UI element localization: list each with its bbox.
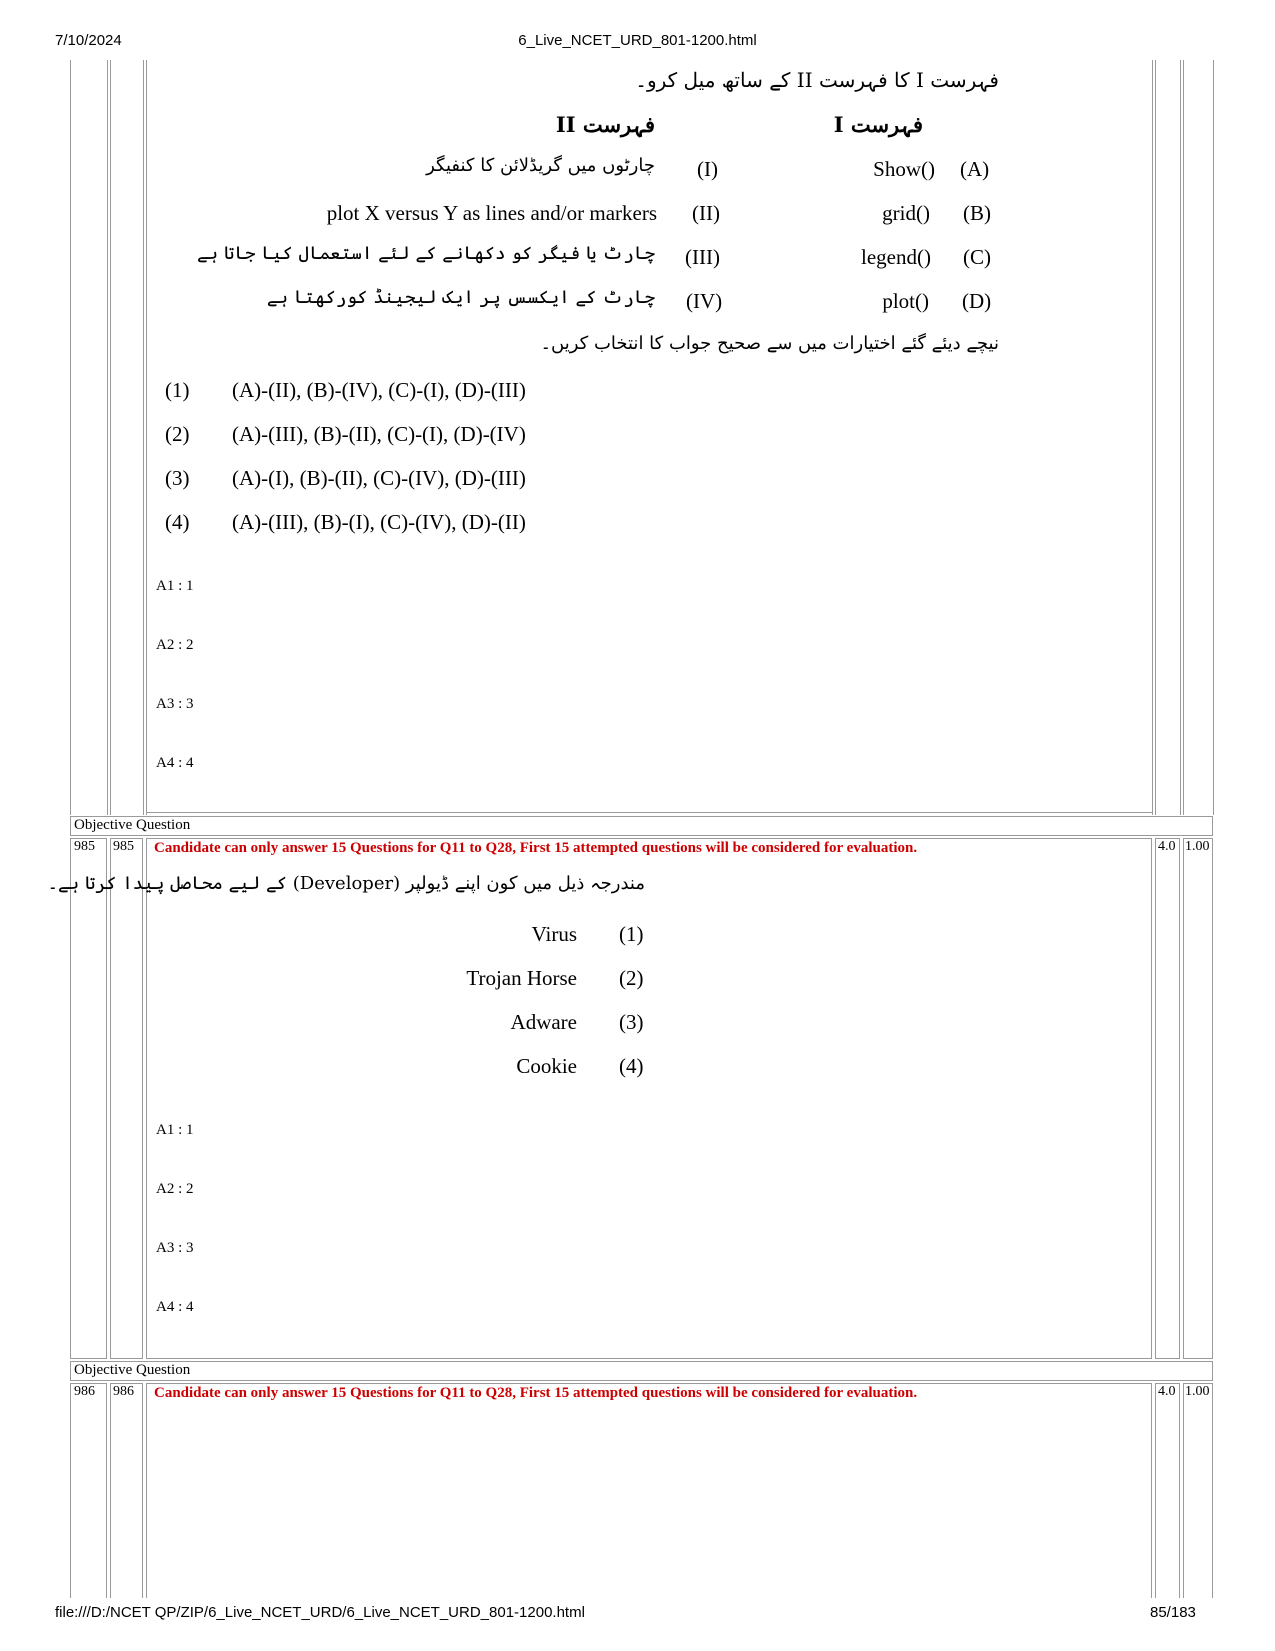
option-text: Trojan Horse: [466, 966, 577, 990]
evaluation-notice: Candidate can only answer 15 Questions for Q11 to Q28, First 15 attempted questions will be considered for evaluation.: [154, 1385, 918, 1401]
table-border: [1213, 60, 1214, 815]
list-1-text: legend(): [861, 245, 931, 269]
answer-option: A4 : 4: [156, 755, 194, 771]
negative-marks-value: 1.00: [1185, 839, 1210, 854]
table-border: [110, 60, 111, 815]
option-text: (A)-(I), (B)-(II), (C)-(IV), (D)-(III): [232, 466, 526, 490]
page-number: 85/183: [1150, 1604, 1196, 1621]
answer-option: A1 : 1: [156, 1122, 194, 1138]
table-border: [1183, 60, 1184, 815]
option-number: (3): [619, 1010, 644, 1034]
question-cell: [146, 1383, 1152, 1598]
answer-option: A4 : 4: [156, 1299, 194, 1315]
marks-cell: [1155, 1383, 1180, 1598]
table-border: [70, 60, 71, 815]
option-number: (2): [619, 966, 644, 990]
match-instruction: فہرست I کا فہرست II کے ساتھ میل کرو۔: [635, 68, 999, 92]
list-2-label: (IV): [686, 289, 723, 313]
list-2-heading: فہرست II: [555, 112, 655, 137]
negative-cell: [1183, 1383, 1213, 1598]
option-text: (A)-(III), (B)-(I), (C)-(IV), (D)-(II): [232, 510, 526, 534]
negative-cell: [1183, 838, 1213, 1359]
question-type-label: Objective Question: [74, 817, 191, 833]
table-border: [107, 60, 108, 815]
answer-option: A2 : 2: [156, 637, 194, 653]
list-2-text: چارٹوں میں گریڈلائن کا کنفیگر: [426, 155, 655, 176]
negative-marks-value: 1.00: [1185, 1384, 1210, 1399]
option-text: Virus: [531, 922, 577, 946]
option-number: (2): [165, 422, 190, 446]
question-serial: 985: [74, 839, 95, 854]
print-date: 7/10/2024: [55, 32, 122, 49]
list-1-label: (D): [962, 289, 992, 313]
table-border: [146, 60, 147, 815]
option-number: (1): [619, 922, 644, 946]
marks-cell: [1155, 838, 1180, 1359]
print-title: 6_Live_NCET_URD_801-1200.html: [518, 32, 757, 49]
marks-value: 4.0: [1158, 839, 1176, 854]
list-1-label: (A): [960, 157, 990, 181]
option-text: (A)-(II), (B)-(IV), (C)-(I), (D)-(III): [232, 378, 526, 402]
list-1-text: plot(): [882, 289, 929, 313]
list-2-text: چارٹ یا فیگر کو دکھانے کے لئے استعمال کیا جاتا ہے: [197, 243, 655, 264]
list-2-text: چارٹ کے ایکسس پر ایک لیجینڈ کورکھتا ہے: [266, 287, 655, 308]
table-border: [1180, 60, 1181, 815]
evaluation-notice: Candidate can only answer 15 Questions for Q11 to Q28, First 15 attempted questions will be considered for evaluation.: [154, 840, 918, 856]
qid-cell: [110, 838, 143, 1359]
question-id: 985: [113, 839, 134, 854]
serial-cell: [70, 838, 107, 1359]
option-number: (3): [165, 466, 190, 490]
qid-cell: [110, 1383, 143, 1598]
table-border: [143, 60, 144, 815]
option-text: Cookie: [516, 1054, 577, 1078]
question-type-cell: [70, 1361, 1213, 1381]
list-1-text: grid(): [882, 201, 930, 225]
list-2-label: (I): [697, 157, 718, 181]
list-2-label: (II): [692, 201, 720, 225]
answer-option: A3 : 3: [156, 1240, 194, 1256]
option-text: (A)-(III), (B)-(II), (C)-(I), (D)-(IV): [232, 422, 526, 446]
option-text: Adware: [510, 1010, 577, 1034]
question-cell: [146, 838, 1152, 1359]
list-1-text: Show(): [873, 157, 935, 181]
answer-option: A2 : 2: [156, 1181, 194, 1197]
option-number: (1): [165, 378, 190, 402]
option-number: (4): [165, 510, 190, 534]
question-type-label: Objective Question: [74, 1362, 191, 1378]
list-1-heading: فہرست I: [833, 112, 923, 137]
list-2-text: plot X versus Y as lines and/or markers: [326, 201, 657, 225]
table-border: [1152, 60, 1153, 815]
file-path: file:///D:/NCET QP/ZIP/6_Live_NCET_URD/6_Live_NCET_URD_801-1200.html: [55, 1604, 585, 1621]
marks-value: 4.0: [1158, 1384, 1176, 1399]
list-1-label: (B): [963, 201, 991, 225]
answer-option: A1 : 1: [156, 578, 194, 594]
choose-instruction: نیچے دیئے گئے اختیارات میں سے صحیح جواب کا انتخاب کریں۔: [540, 333, 999, 354]
list-1-label: (C): [963, 245, 991, 269]
question-id: 986: [113, 1384, 134, 1399]
question-serial: 986: [74, 1384, 95, 1399]
answer-option: A3 : 3: [156, 696, 194, 712]
table-border: [1155, 60, 1156, 815]
table-border: [146, 812, 1152, 813]
list-2-label: (III): [685, 245, 720, 269]
serial-cell: [70, 1383, 107, 1598]
option-number: (4): [619, 1054, 644, 1078]
question-type-cell: [70, 816, 1213, 836]
question-text: مندرجہ ذیل میں کون اپنے ڈیولپر (Developer) کے لیے محاصل پیدا کرتا ہے۔: [47, 873, 645, 894]
